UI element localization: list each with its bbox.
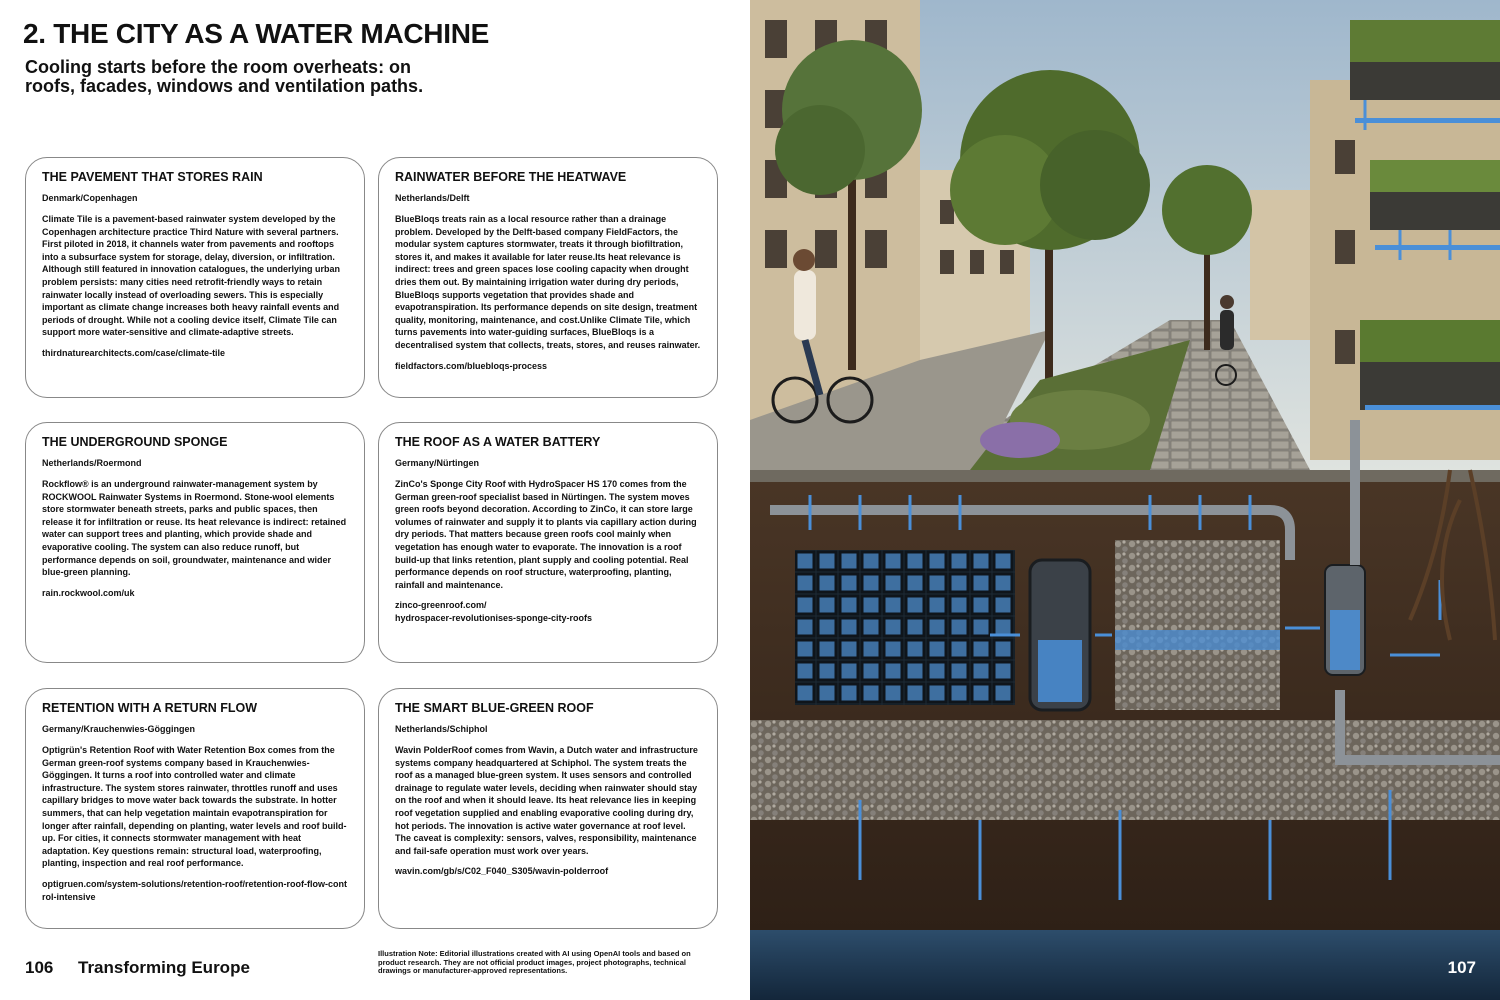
page-title: 2. THE CITY AS A WATER MACHINE (23, 18, 489, 49)
card-location: Netherlands/Delft (395, 193, 470, 203)
illustration-note: Illustration Note: Editorial illustrations created with AI using OpenAI tools and based on product research. They are not official product images, project photographs, technical drawings or manufacturer-approved representations. (378, 949, 691, 975)
case-card-smart-roof (378, 688, 718, 929)
page-subtitle: Cooling starts before the room overheats: on roofs, facades, windows and ventilation paths. (25, 57, 424, 96)
page-number-right: 107 (1447, 958, 1476, 977)
infiltration-box (1115, 540, 1280, 710)
building-distant-right (1250, 190, 1320, 340)
case-card-water-battery (378, 422, 718, 663)
card-link[interactable]: optigruen.com/system-solutions/retention-roof/retention-roof-flow-control-intensive (42, 878, 347, 902)
card-title: THE PAVEMENT THAT STORES RAIN (42, 170, 263, 184)
card-location: Netherlands/Schiphol (395, 724, 488, 734)
illustration-panel (750, 0, 1500, 1000)
card-body: BlueBloqs treats rain as a local resource rather than a drainage problem. Developed by the Delft-based company FieldFactors, the modular system captures stormwater, treats it through biofiltration, stores it, and makes it available for later reuse.Its heat relevance is indirect: trees and green spaces lose cooling capacity when drought dries them out. By maintaining irrigation water during dry periods, BlueBloqs supports vegetation that provides shade and evapotranspiration. Its performance depends on site design, treatment quality, monitoring, maintenance, and cost.Unlike Climate Tile, which turns pavements into water-guiding surfaces, BlueBloqs is a decentralised system that collects, treats, stores, and reuses rainwater. (395, 214, 701, 350)
card-title: THE UNDERGROUND SPONGE (42, 435, 228, 449)
card-link[interactable]: rain.rockwool.com/uk (42, 587, 135, 598)
case-card-pavement (25, 157, 365, 398)
card-location: Denmark/Copenhagen (42, 193, 138, 203)
card-link[interactable]: fieldfactors.com/bluebloqs-process (395, 360, 548, 371)
city-water-illustration (750, 0, 1500, 1000)
case-card-retention (25, 688, 365, 929)
card-location: Germany/Krauchenwies-Göggingen (42, 724, 196, 734)
card-title: THE SMART BLUE-GREEN ROOF (395, 701, 594, 715)
case-card-rainwater (378, 157, 718, 398)
street-cut-edge (750, 470, 1500, 482)
card-link[interactable]: thirdnaturearchitects.com/case/climate-tile (42, 347, 226, 358)
card-body: Rockflow® is an underground rainwater-management system by ROCKWOOL Rainwater Systems in Roermond. Stone-wool elements store stormwater beneath streets, parks and public spaces, then release it for infiltration or reuse. Its heat relevance is indirect: retained water can support trees and planting, which provide shade and evaporative cooling. The system can also reduce runoff, but performance depends on soil, groundwater, maintenance and wider blue-green planning. (42, 479, 347, 578)
card-body: Wavin PolderRoof comes from Wavin, a Dutch water and infrastructure systems company headquartered at Schiphol. The system treats the roof as a managed blue-green system. It uses sensors and controlled drainage to regulate water levels, deciding when rainwater should stay on the roof and when it should leave. Its heat relevance lies in keeping roof vegetation supplied and enabling evaporative cooling during dry, hot periods. The innovation is active water governance at roof level. The caveat is complexity: sensors, valves, responsibility, maintenance and fail-safe operation must work over years. (395, 745, 698, 856)
card-body: ZinCo's Sponge City Roof with HydroSpacer HS 170 comes from the German green-roof specialist based in Nürtingen. The system moves green roofs beyond decoration. According to ZinCo, it can store large volumes of rainwater and supply it to plants via capillary action during dry periods. That matters because green roofs cool mainly when vegetation has enough water to evaporate. The innovation is a roof build-up that links retention, plant supply and cooling potential. Real performance depends on roof structure, waterproofing, planting, rainfall and maintenance. (395, 479, 697, 590)
page-number-left: 106 (25, 958, 54, 977)
card-body: Climate Tile is a pavement-based rainwater system developed by the Copenhagen architecture practice Third Nature with several partners. First piloted in 2018, it channels water from pavements and rooftops into a subsurface system for storage, delay, diversion, or infiltration. Although still featured in innovation catalogues, the underlying urban problem persists: many cities need retrofit-friendly ways to retain rainwater locally instead of overloading sewers. This is especially important as climate change increases both heavy rainfall events and periods of drought. While not a cooling device itself, Climate Tile can support more water-sensitive and climate-adaptive streets. (42, 214, 341, 338)
green-roof-balconies (1350, 20, 1500, 410)
card-location: Germany/Nürtingen (395, 458, 480, 468)
card-title: RETENTION WITH A RETURN FLOW (42, 701, 258, 715)
card-location: Netherlands/Roermond (42, 458, 142, 468)
groundwater (750, 930, 1500, 1000)
card-body: Optigrün's Retention Roof with Water Retention Box comes from the German green-roof systems company based in Krauchenwies-Göggingen. It turns a roof into controlled water and climate infrastructure. The system stores rainwater, throttles runoff and uses capillary bridges to move water back towards the substrate. In hotter summers, that can help vegetation maintain evapotranspiration for longer after rainfall, depending on planting, water levels and roof build-up. For cities, it connects stormwater management with heat adaptation. Key questions remain: structural load, waterproofing, planting, inspection and real roof performance. (42, 745, 347, 869)
card-title: RAINWATER BEFORE THE HEATWAVE (395, 170, 627, 184)
card-link[interactable]: zinco-greenroof.com/ hydrospacer-revolutionises-sponge-city-roofs (395, 600, 593, 623)
storage-crates (795, 550, 1015, 705)
card-title: THE ROOF AS A WATER BATTERY (395, 435, 601, 449)
card-link[interactable]: wavin.com/gb/s/C02_F040_S305/wavin-polderroof (395, 866, 609, 877)
gravel-layer (750, 720, 1500, 820)
publication-name: Transforming Europe (78, 958, 250, 977)
case-card-underground-sponge (25, 422, 365, 663)
